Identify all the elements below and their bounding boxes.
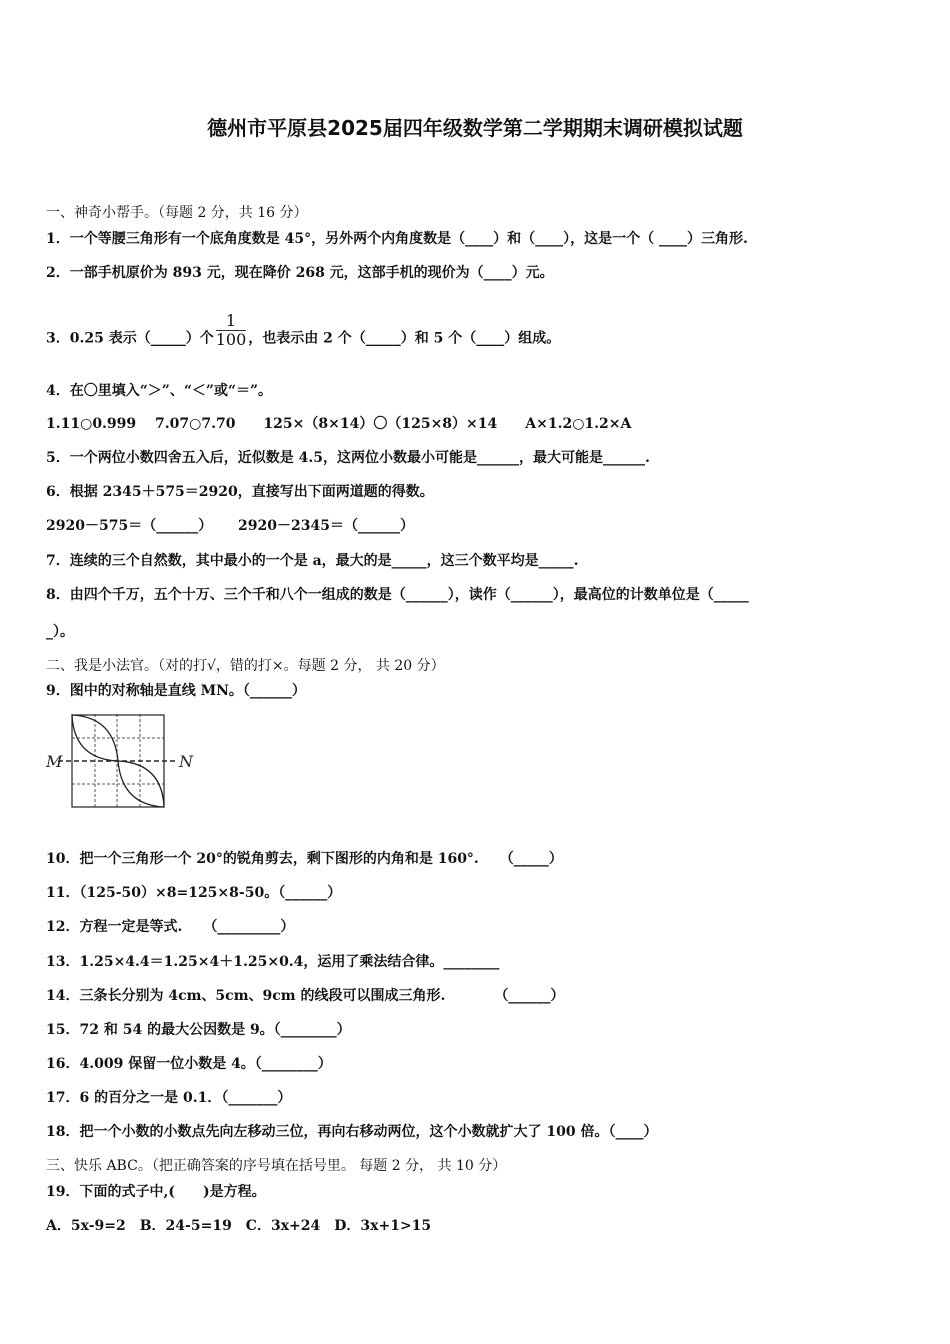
question-2: 2．一部手机原价为 893 元，现在降价 268 元，这部手机的现价为（____）元。 — [46, 265, 554, 281]
question-10: 10．把一个三角形一个 20°的锐角剪去，剩下图形的内角和是 160°. （_____） — [46, 851, 563, 867]
question-8: 8．由四个千万，五个十万、三个千和八个一组成的数是（______），读作（______），最高位的计数单位是（_____ — [46, 587, 749, 603]
question-6-row: 2920－575＝（______） 2920－2345＝（______） — [46, 518, 414, 534]
label-n: N — [179, 752, 193, 771]
question-5: 5．一个两位小数四舍五入后，近似数是 4.5，这两位小数最小可能是______，最大可能是______. — [46, 450, 650, 466]
question-11: 11．（125-50）×8=125×8-50。（______） — [46, 885, 342, 901]
question-9: 9．图中的对称轴是直线 MN。（______） — [46, 683, 306, 699]
question-13: 13．1.25×4.4＝1.25×4＋1.25×0.4，运用了乘法结合律。________ — [46, 954, 500, 970]
question-12: 12．方程一定是等式. （_________） — [46, 919, 295, 935]
question-18: 18．把一个小数的小数点先向左移动三位，再向右移动两位，这个小数就扩大了 100 倍。（____） — [46, 1124, 658, 1140]
question-17: 17．6 的百分之一是 0.1．（_______） — [46, 1090, 292, 1106]
question-8-continued: _）。 — [46, 624, 74, 640]
question-16: 16．4.009 保留一位小数是 4。（________） — [46, 1056, 332, 1072]
fraction-denominator: 100 — [215, 330, 247, 349]
question-15: 15．72 和 54 的最大公因数是 9。（________） — [46, 1022, 351, 1038]
question-1: 1．一个等腰三角形有一个底角度数是 45°，另外两个内角度数是（____）和（____），这是一个（ ____）三角形. — [46, 231, 748, 247]
question-4-row: 1.11○0.999 7.07○7.70 125×（8×14）〇（125×8）×14 A×1.2○1.2×A — [46, 416, 632, 432]
symmetry-figure — [44, 712, 194, 812]
question-19: 19．下面的式子中,( )是方程。 — [46, 1184, 266, 1200]
label-m: M — [46, 752, 63, 771]
question-3-part-b: ，也表示由 2 个（_____）和 5 个（____）组成。 — [248, 330, 561, 347]
question-3-part-a: 3．0.25 表示（_____）个 — [46, 330, 214, 347]
fraction-numerator: 1 — [216, 312, 247, 331]
question-19-options: A．5x-9=2 B．24-5=19 C．3x+24 D．3x+1>15 — [46, 1218, 432, 1234]
question-6: 6．根据 2345＋575＝2920，直接写出下面两道题的得数。 — [46, 484, 434, 500]
page-title: 德州市平原县2025届四年级数学第二学期期末调研模拟试题 — [207, 116, 743, 140]
question-14: 14．三条长分别为 4cm、5cm、9cm 的线段可以围成三角形. （______） — [46, 988, 565, 1004]
section-3-heading: 三、快乐 ABC。（把正确答案的序号填在括号里。 每题 2 分， 共 10 分） — [46, 1158, 507, 1174]
question-7: 7．连续的三个自然数，其中最小的一个是 a，最大的是_____，这三个数平均是_____. — [46, 553, 579, 569]
question-4: 4．在〇里填入“＞”、“＜”或“＝”。 — [46, 383, 273, 399]
section-2-heading: 二、我是小法官。（对的打√，错的打×。每题 2 分， 共 20 分） — [46, 658, 445, 674]
section-1-heading: 一、神奇小帮手。（每题 2 分，共 16 分） — [46, 205, 308, 221]
question-3 — [46, 311, 561, 357]
fraction-1-100 — [216, 312, 247, 349]
